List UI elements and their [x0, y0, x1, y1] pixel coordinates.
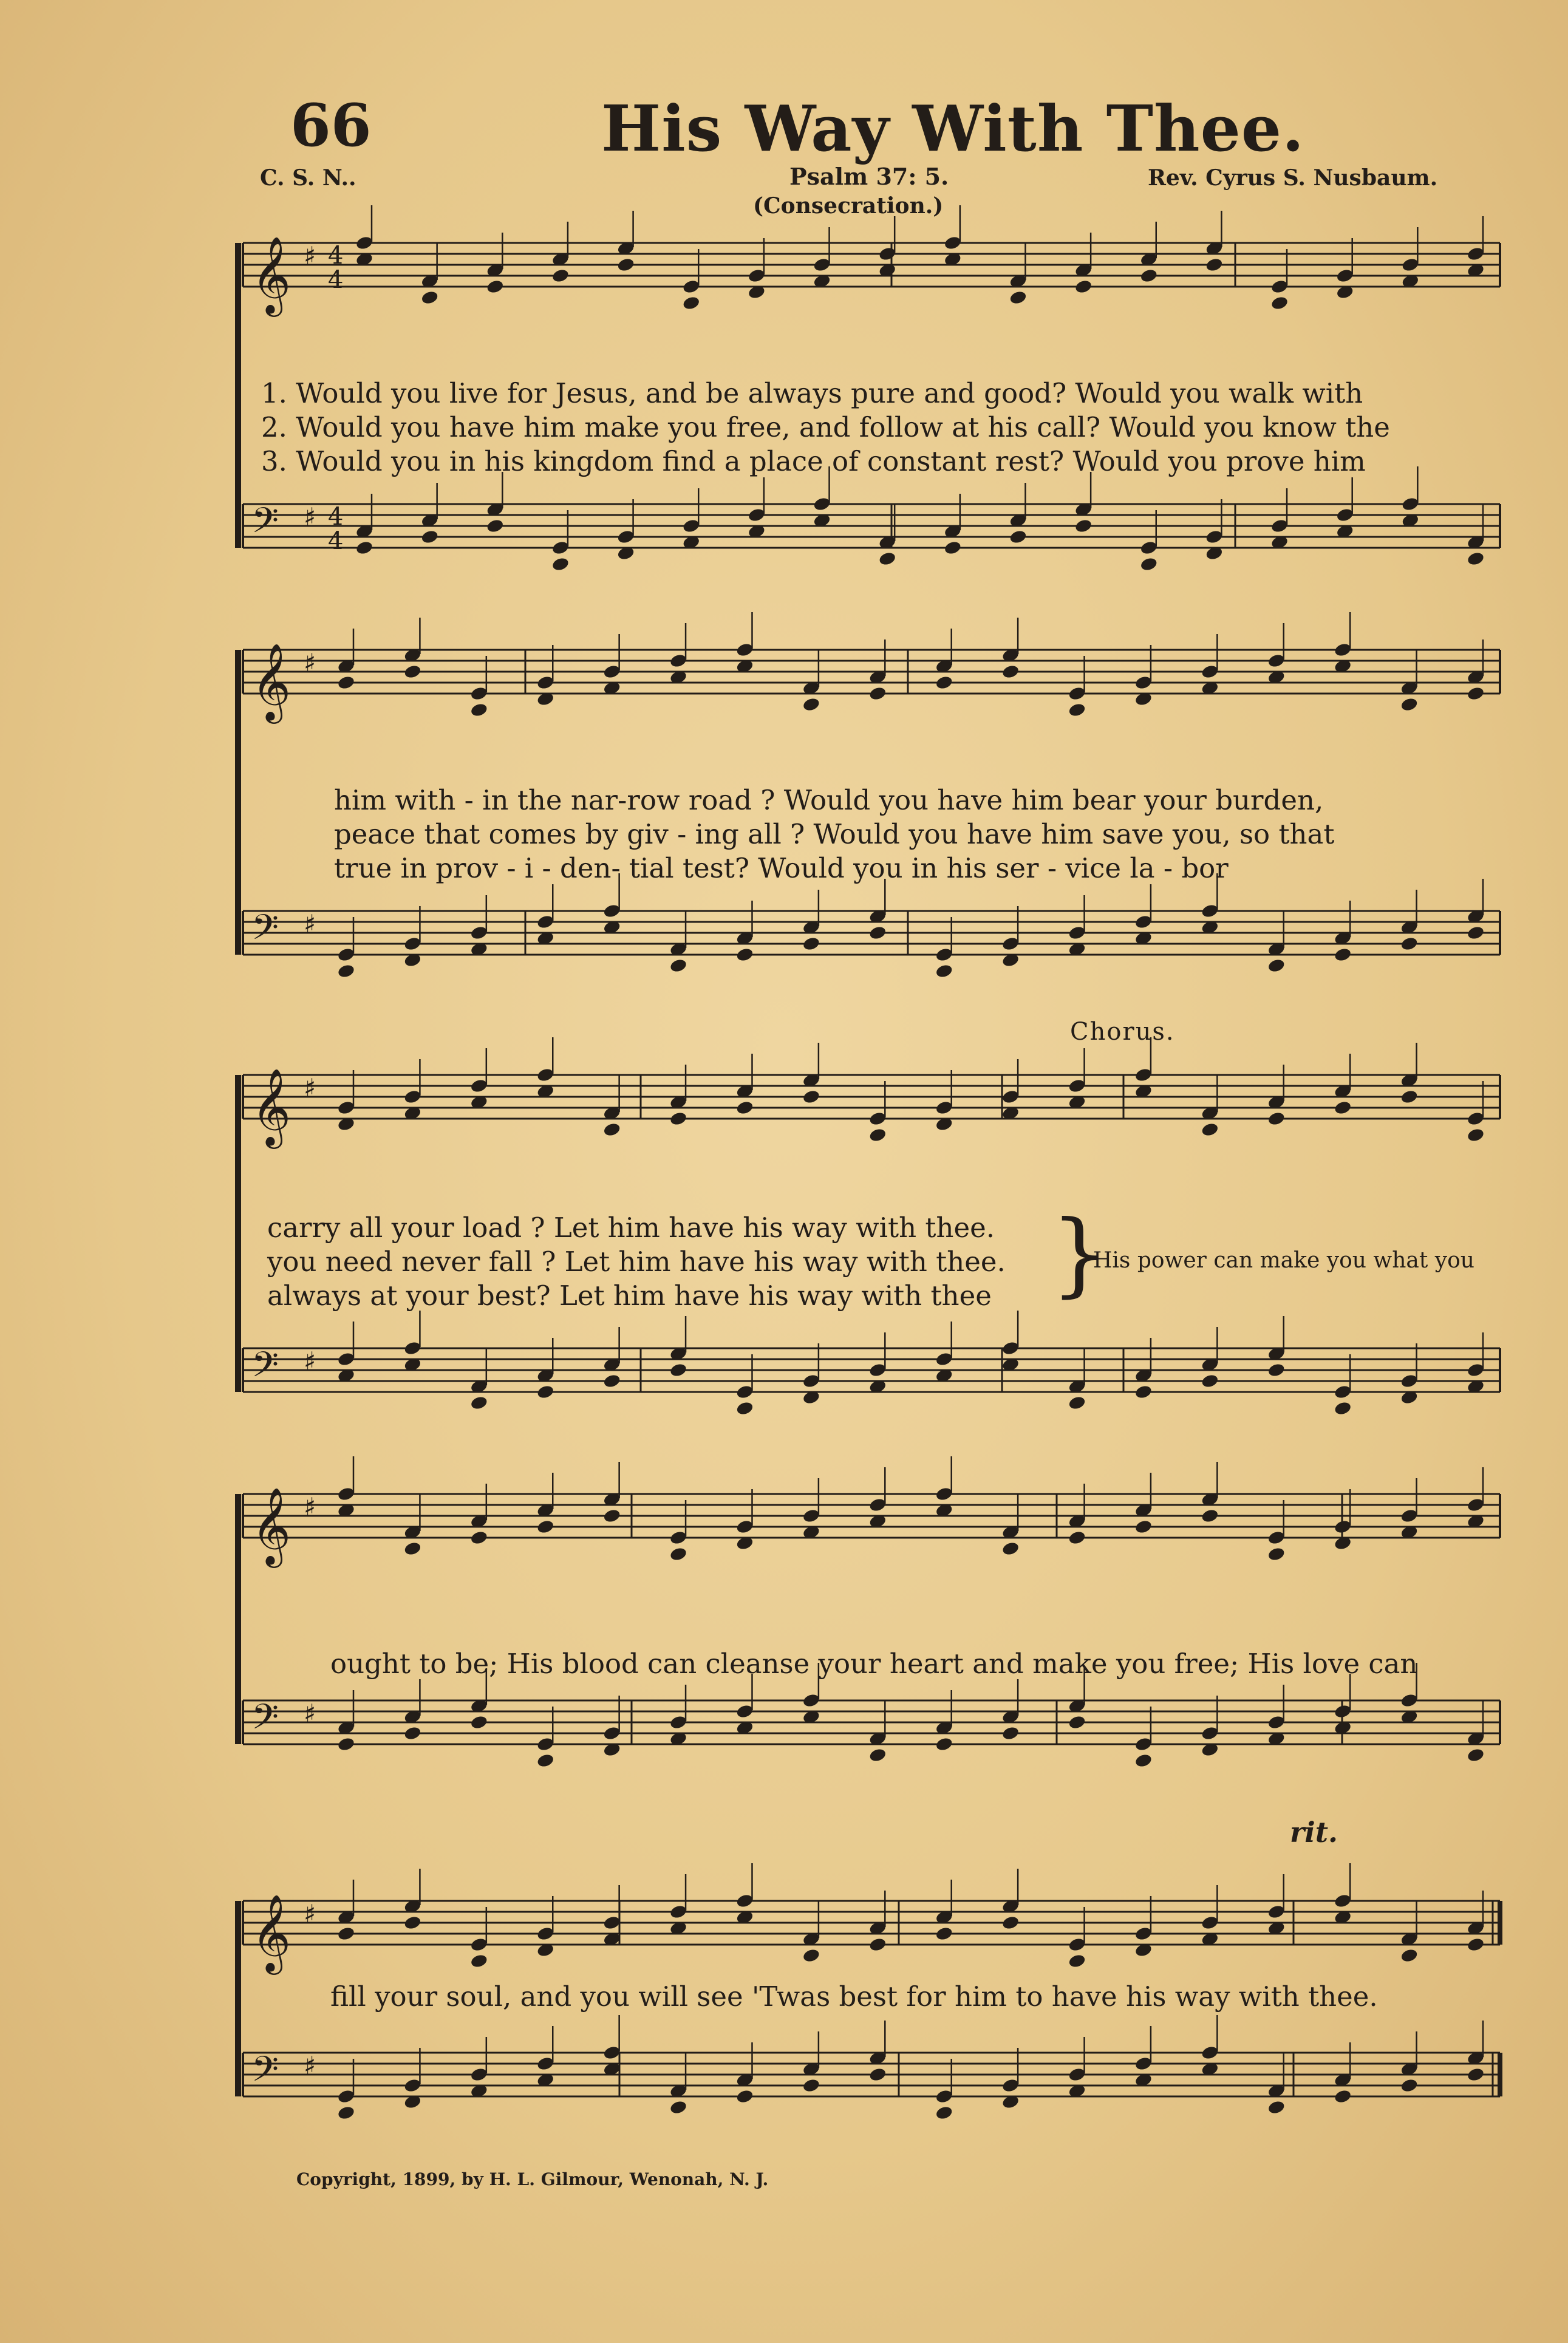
note-head: [868, 1127, 887, 1143]
note-head: [420, 290, 439, 305]
note-head: [682, 295, 701, 311]
note-head: [355, 235, 374, 251]
chorus-opening-words: His power can make you what you: [1093, 1248, 1474, 1273]
treble-clef-icon: 𝄞: [251, 1068, 291, 1145]
note-head: [1201, 1122, 1219, 1137]
note-head: [669, 1111, 688, 1127]
key-signature-sharp-icon: ♯: [304, 648, 316, 678]
note-head: [1001, 664, 1020, 680]
verse-2-line-2: peace that comes by giv - ing all ? Would you have him save you, so that: [334, 818, 1335, 850]
note-head: [1139, 268, 1158, 284]
note-head: [602, 903, 621, 919]
verse-lines-system-2: [334, 783, 1334, 885]
note-head: [403, 1541, 422, 1557]
note-head: [1467, 1747, 1485, 1763]
note-head: [669, 653, 688, 669]
note-head: [1001, 1725, 1020, 1741]
note-head: [1068, 1530, 1086, 1546]
note-head: [1001, 1915, 1020, 1931]
note-head: [1467, 2067, 1485, 2082]
note-head: [536, 1926, 555, 1942]
note-head: [1201, 903, 1219, 919]
composer-credit: Rev. Cyrus S. Nusbaum.: [1148, 165, 1438, 191]
note-head: [337, 1351, 356, 1367]
hymn-topic: (Consecration.): [753, 193, 944, 219]
time-signature-bottom: 4: [328, 266, 344, 294]
chorus-line-1: ought to be; His blood can cleanse your heart and make you free; His love can: [330, 1648, 1418, 1680]
note-head: [470, 2067, 489, 2082]
note-head: [868, 925, 887, 941]
note-head: [551, 540, 570, 556]
chorus-label: Chorus.: [1070, 1018, 1175, 1046]
note-head: [669, 1546, 688, 1562]
hymn-title: His Way With Thee.: [601, 91, 1305, 166]
note-head: [486, 518, 505, 534]
note-head: [470, 686, 489, 701]
note-head: [669, 1714, 688, 1730]
scripture-reference: Psalm 37: 5.: [789, 163, 949, 190]
note-head: [1001, 1089, 1020, 1105]
note-head: [1267, 1546, 1286, 1562]
note-head: [337, 1736, 356, 1752]
note-head: [813, 496, 831, 512]
note-head: [868, 1111, 887, 1127]
note-head: [1134, 914, 1153, 930]
note-head: [669, 2099, 688, 2115]
note-head: [536, 1384, 555, 1400]
note-head: [802, 1373, 821, 1389]
note-head: [602, 1725, 621, 1741]
note-head: [1467, 1111, 1485, 1127]
note-head: [1009, 529, 1028, 545]
note-head: [944, 540, 963, 556]
note-head: [1335, 507, 1354, 523]
note-head: [1068, 702, 1086, 718]
note-head: [935, 947, 953, 963]
note-head: [935, 675, 953, 691]
note-head: [935, 1926, 953, 1942]
note-head: [1074, 518, 1093, 534]
note-head: [470, 1395, 489, 1411]
verse-1-line-3: carry all your load ? Let him have his way with thee.: [267, 1212, 995, 1244]
verse-3-line-1: 3. Would you in his kingdom find a place of constant rest? Would you prove him: [261, 445, 1366, 477]
note-head: [1205, 257, 1224, 273]
note-head: [1334, 1384, 1352, 1400]
note-head: [1334, 1704, 1352, 1719]
note-head: [1134, 2056, 1153, 2072]
note-head: [669, 1904, 688, 1920]
note-head: [1201, 1915, 1219, 1931]
note-head: [470, 1714, 489, 1730]
note-head: [403, 1915, 422, 1931]
note-head: [1001, 2078, 1020, 2093]
note-head: [735, 1893, 754, 1909]
note-head: [1139, 540, 1158, 556]
note-head: [1074, 279, 1093, 295]
key-signature-sharp-icon: ♯: [304, 1899, 316, 1929]
note-head: [868, 1937, 887, 1952]
note-head: [1467, 1127, 1485, 1143]
note-head: [403, 664, 422, 680]
note-head: [470, 1937, 489, 1952]
note-head: [935, 2105, 953, 2121]
note-head: [403, 936, 422, 952]
note-head: [1267, 1362, 1286, 1378]
note-head: [868, 686, 887, 701]
note-head: [1400, 2078, 1419, 2093]
key-signature-sharp-icon: ♯: [304, 909, 316, 939]
note-head: [1270, 295, 1289, 311]
note-head: [551, 556, 570, 572]
note-head: [935, 1100, 953, 1116]
note-head: [1270, 279, 1289, 295]
note-head: [669, 1530, 688, 1546]
note-head: [1335, 268, 1354, 284]
note-head: [470, 1530, 489, 1546]
note-head: [355, 540, 374, 556]
note-head: [616, 257, 635, 273]
note-head: [735, 1519, 754, 1535]
verse-3-line-2: true in prov - i - den- tial test? Would you in his ser - vice la - bor: [334, 852, 1229, 884]
note-head: [682, 518, 701, 534]
verse-2-line-3: you need never fall ? Let him have his way with thee.: [267, 1246, 1006, 1278]
note-head: [1267, 653, 1286, 669]
note-head: [935, 1736, 953, 1752]
note-head: [1400, 936, 1419, 952]
note-head: [470, 1078, 489, 1094]
key-signature-sharp-icon: ♯: [304, 2051, 316, 2081]
key-signature-sharp-icon: ♯: [304, 1346, 316, 1376]
note-head: [337, 2089, 356, 2104]
note-head: [935, 2089, 953, 2104]
note-head: [1009, 290, 1028, 305]
note-head: [1134, 1753, 1153, 1768]
verse-lines-system-1: [261, 377, 1390, 479]
note-head: [1400, 697, 1419, 712]
note-head: [337, 963, 356, 979]
note-head: [735, 2089, 754, 2104]
note-head: [1139, 556, 1158, 572]
key-signature-sharp-icon: ♯: [304, 1492, 316, 1522]
note-head: [1201, 664, 1219, 680]
note-head: [536, 675, 555, 691]
note-head: [1467, 246, 1485, 262]
note-head: [337, 1486, 356, 1502]
bass-clef-icon: 𝄢: [251, 500, 279, 550]
note-head: [1400, 1508, 1419, 1524]
verse-brace: }: [1051, 1201, 1109, 1307]
verse-1-line-1: 1. Would you live for Jesus, and be always pure and good? Would you walk with: [261, 377, 1363, 409]
note-head: [1267, 1111, 1286, 1127]
note-head: [1401, 257, 1420, 273]
note-head: [802, 1693, 821, 1708]
note-head: [802, 697, 821, 712]
note-head: [1270, 518, 1289, 534]
note-head: [878, 246, 897, 262]
time-signature-bottom: 4: [328, 527, 344, 555]
bass-clef-icon: 𝄢: [251, 1344, 279, 1394]
note-head: [1267, 1530, 1286, 1546]
verse-3-line-3: always at your best? Let him have his way with thee: [267, 1280, 992, 1312]
note-head: [802, 1508, 821, 1524]
note-head: [868, 1747, 887, 1763]
note-head: [1267, 1714, 1286, 1730]
note-head: [802, 1089, 821, 1105]
note-head: [735, 1704, 754, 1719]
note-head: [1334, 1100, 1352, 1116]
note-head: [802, 1948, 821, 1963]
note-head: [536, 1736, 555, 1752]
treble-clef-icon: 𝄞: [251, 236, 291, 313]
note-head: [1400, 1948, 1419, 1963]
note-head: [1068, 1395, 1086, 1411]
note-head: [486, 279, 505, 295]
note-head: [536, 1753, 555, 1768]
note-head: [602, 1122, 621, 1137]
note-head: [735, 1400, 754, 1416]
note-head: [1068, 2067, 1086, 2082]
note-head: [1134, 1519, 1153, 1535]
note-head: [1467, 551, 1485, 567]
note-head: [1001, 936, 1020, 952]
note-head: [748, 507, 766, 523]
note-head: [1068, 1714, 1086, 1730]
note-head: [1201, 1373, 1219, 1389]
key-signature-sharp-icon: ♯: [304, 1073, 316, 1103]
note-head: [1068, 925, 1086, 941]
note-head: [1134, 1067, 1153, 1083]
note-head: [337, 2105, 356, 2121]
note-head: [868, 1362, 887, 1378]
page-number: 66: [290, 91, 372, 160]
treble-clef-icon: 𝄞: [251, 1487, 291, 1564]
note-head: [1201, 1508, 1219, 1524]
note-head: [735, 642, 754, 658]
note-head: [802, 936, 821, 952]
note-head: [602, 1915, 621, 1931]
note-head: [944, 235, 963, 251]
note-head: [551, 268, 570, 284]
treble-clef-icon: 𝄞: [251, 643, 291, 720]
note-head: [403, 1725, 422, 1741]
note-head: [470, 1953, 489, 1969]
note-head: [602, 1373, 621, 1389]
note-head: [1068, 1078, 1086, 1094]
note-head: [1205, 529, 1224, 545]
note-head: [1068, 1953, 1086, 1969]
note-head: [536, 1067, 555, 1083]
note-head: [735, 1384, 754, 1400]
note-head: [1467, 1497, 1485, 1513]
note-head: [1201, 2045, 1219, 2061]
note-head: [470, 702, 489, 718]
note-head: [536, 914, 555, 930]
bass-clef-icon: 𝄢: [251, 1696, 279, 1746]
bass-clef-icon: 𝄢: [251, 907, 279, 957]
time-signature-top: 4: [328, 503, 344, 531]
note-head: [1134, 675, 1153, 691]
note-head: [602, 664, 621, 680]
note-head: [470, 925, 489, 941]
chorus-line-2: fill your soul, and you will see 'Twas best for him to have his way with thee.: [330, 1980, 1378, 2013]
note-head: [1400, 1693, 1419, 1708]
note-head: [669, 1362, 688, 1378]
note-head: [337, 947, 356, 963]
note-head: [802, 2078, 821, 2093]
note-head: [1467, 925, 1485, 941]
note-head: [616, 529, 635, 545]
note-head: [748, 268, 766, 284]
note-head: [1467, 1937, 1485, 1952]
note-head: [1134, 1926, 1153, 1942]
ritardando-marking: rit.: [1290, 1816, 1338, 1849]
author-initials: C. S. N..: [260, 165, 356, 191]
note-head: [935, 1351, 953, 1367]
note-head: [1334, 947, 1352, 963]
verse-1-line-2: him with - in the nar-row road ? Would you have him bear your burden,: [334, 784, 1324, 816]
note-head: [602, 1508, 621, 1524]
copyright-notice: Copyright, 1899, by H. L. Gilmour, Wenonah, N. J.: [296, 2169, 769, 2189]
key-signature-sharp-icon: ♯: [304, 1699, 316, 1728]
note-head: [1201, 1725, 1219, 1741]
note-head: [735, 1100, 754, 1116]
note-head: [868, 2067, 887, 2082]
note-head: [1400, 1373, 1419, 1389]
bass-clef-icon: 𝄢: [251, 2048, 279, 2098]
note-head: [1001, 1340, 1020, 1356]
note-head: [878, 551, 897, 567]
note-head: [1334, 642, 1352, 658]
note-head: [1068, 686, 1086, 701]
note-head: [1068, 1937, 1086, 1952]
note-head: [602, 2045, 621, 2061]
note-head: [1334, 2089, 1352, 2104]
note-head: [1134, 1736, 1153, 1752]
note-head: [735, 947, 754, 963]
note-head: [1400, 1089, 1419, 1105]
note-head: [420, 529, 439, 545]
note-head: [403, 1089, 422, 1105]
note-head: [1401, 496, 1420, 512]
key-signature-sharp-icon: ♯: [304, 241, 316, 271]
note-head: [682, 279, 701, 295]
note-head: [1267, 1904, 1286, 1920]
note-head: [1001, 1541, 1020, 1557]
note-head: [1134, 1384, 1153, 1400]
note-head: [813, 257, 831, 273]
note-head: [337, 1100, 356, 1116]
note-head: [868, 1497, 887, 1513]
note-head: [337, 1926, 356, 1942]
note-head: [1334, 1400, 1352, 1416]
note-head: [403, 2078, 422, 2093]
note-head: [536, 1519, 555, 1535]
note-head: [1267, 958, 1286, 974]
time-signature-top: 4: [328, 242, 344, 270]
verse-lines-system-3: [267, 1211, 1006, 1313]
note-head: [1267, 2099, 1286, 2115]
note-head: [1334, 1519, 1352, 1535]
treble-clef-icon: 𝄞: [251, 1894, 291, 1971]
note-head: [669, 958, 688, 974]
verse-2-line-1: 2. Would you have him make you free, and follow at his call? Would you know the: [261, 411, 1390, 443]
note-head: [536, 2056, 555, 2072]
note-head: [1467, 686, 1485, 701]
note-head: [1334, 1893, 1352, 1909]
key-signature-sharp-icon: ♯: [304, 502, 316, 532]
note-head: [337, 675, 356, 691]
note-head: [1467, 1362, 1485, 1378]
note-head: [935, 963, 953, 979]
note-head: [403, 1340, 422, 1356]
note-head: [935, 1486, 953, 1502]
